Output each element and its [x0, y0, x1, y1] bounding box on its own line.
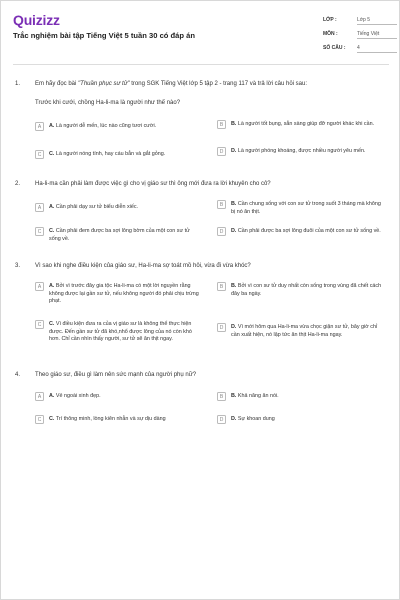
meta-grade-label: LỚP :: [323, 17, 337, 23]
worksheet-page: Quizizz Trắc nghiệm bài tập Tiếng Việt 5 tuần 30 có đáp án LỚP : Lớp 5 MÔN : Tiếng Việt SỐ CÂU : 4 1. Em hãy đọc bài "Thuần phục sư tử" trong SGK Tiếng Việt lớp 5 tập 2 - trang 117 và trả lời câu hỏi sau: Trước khi cưới, chồng Ha-li-ma là người như thế nào? A A. Là người dễ mến, lúc nào cũng tươi cười. B B. Là người tốt bụng, sẵn sàng giúp đỡ người khác khi cần. C C. Là người nóng tính, hay cáu bẳn và gắt gỏng. D D. Là người phóng khoáng, được nhiều người yêu mến. 2. Ha-li-ma cần phải làm được việc gì cho vị giáo sư thì ông mới đưa ra lời khuyên cho cô? A A. Cần phải dạy sư tử biểu diễn xiếc. B B. Cần chung sống với con sư tử trong suốt 3 tháng mà không bị nó ăn thịt. C C. Cần phải đem được ba sợi lông bờm của một con sư tử sống về. D D. Cần phải được ba sợi lông đuôi của một con sư tử sống về. 3. Vì sao khi nghe điều kiện của giáo sư, Ha-li-ma sợ toát mồ hôi, vừa đi vừa khóc? A A. Bởi vì trước đây gia tộc Ha-li-ma có một lời nguyền rằng không được lại gần sư tử, nếu không người đó phải chịu trừng phạt. B B. Bởi vì con sư tử duy nhất còn sống trong vùng đã chết cách đây ba ngày. C C. Vì điều kiện đưa ra của vị giáo sư là không thể thực hiện được. Đến gần sư tử đã khó,nhổ được lông của nó còn khó hơn. Chỉ cần nhìn thấy người, sư tử sẽ ăn thịt ngay. D D. Vì mới hôm qua Ha-li-ma vừa chọc giận sư tử, bây giờ chỉ cần xuất hiện, nó lập tức ăn thịt Ha-li-ma ngay. 4. Theo giáo sư, điều gì làm nên sức mạnh của người phụ nữ? A A. Vẻ ngoài xinh đẹp. B B. Khả năng ăn nói. C C. Trí thông minh, lòng kiên nhẫn và sự dịu dàng D D. Sự khoan dung: [0, 0, 400, 600]
option-text: Trí thông minh, lòng kiên nhẫn và sự dịu dàng: [55, 416, 166, 422]
option-letter-box: A: [35, 203, 44, 212]
meta-subject-label: MÔN :: [323, 31, 338, 37]
option-letter-box: C: [35, 227, 44, 236]
option-text: Khả năng ăn nói.: [237, 393, 279, 399]
option-text: Là người nóng tính, hay cáu bẳn và gắt gỏng.: [55, 151, 166, 157]
option-text: Cần phải đem được ba sợi lông bờm của một con sư tử sống về.: [49, 228, 190, 242]
meta-grade-value: Lớp 5: [357, 17, 397, 25]
page-title: Trắc nghiệm bài tập Tiếng Việt 5 tuần 30 có đáp án: [13, 31, 196, 40]
option-letter-box: C: [35, 415, 44, 424]
meta-count-label: SỐ CÂU :: [323, 45, 346, 51]
option-letter-box: C: [35, 320, 44, 329]
question-subtext: Trước khi cưới, chồng Ha-li-ma là người như thế nào?: [35, 100, 181, 106]
question-text: Theo giáo sư, điều gì làm nên sức mạnh của người phụ nữ?: [35, 372, 197, 378]
question-number: 1.: [15, 81, 21, 87]
header-divider: [13, 64, 389, 65]
quizizz-logo: Quizizz: [13, 12, 60, 28]
option-letter-box: B: [217, 120, 226, 129]
option-letter-box: A: [35, 392, 44, 401]
option-text: Là người dễ mến, lúc nào cũng tươi cười.: [55, 123, 157, 129]
meta-subject-value: Tiếng Việt: [357, 31, 397, 39]
option-letter-box: D: [217, 415, 226, 424]
option-text: Cần chung sống với con sư tử trong suốt 3 tháng mà không bị nó ăn thịt.: [231, 201, 381, 215]
question-number: 4.: [15, 372, 21, 378]
question-number: 3.: [15, 263, 21, 269]
option-letter-box: D: [217, 147, 226, 156]
meta-count-value: 4: [357, 45, 397, 53]
option-text: Là người tốt bụng, sẵn sàng giúp đỡ người khác khi cần.: [237, 121, 375, 127]
option-text: Vẻ ngoài xinh đẹp.: [55, 393, 101, 399]
question-text: Vì sao khi nghe điều kiện của giáo sư, Ha-li-ma sợ toát mồ hôi, vừa đi vừa khóc?: [35, 263, 251, 269]
option-letter-box: D: [217, 227, 226, 236]
question-number: 2.: [15, 181, 21, 187]
question-text: Em hãy đọc bài "Thuần phục sư tử" trong SGK Tiếng Việt lớp 5 tập 2 - trang 117 và trả lời câu hỏi sau:: [35, 81, 308, 87]
question-text: Ha-li-ma cần phải làm được việc gì cho vị giáo sư thì ông mới đưa ra lời khuyên cho cô?: [35, 181, 271, 187]
option-letter-box: A: [35, 282, 44, 291]
option-letter-box: B: [217, 392, 226, 401]
option-letter-box: B: [217, 200, 226, 209]
option-text: Vì điều kiện đưa ra của vị giáo sư là không thể thực hiện được. Đến gần sư tử đã khó,nhổ được lông của nó còn khó hơn. Chỉ cần nhìn thấy người, sư tử sẽ ăn thịt ngay.: [49, 321, 192, 343]
option-text: Bởi vì trước đây gia tộc Ha-li-ma có một lời nguyền rằng không được lại gần sư tử, nếu không người đó phải chịu trừng phạt.: [49, 283, 199, 305]
option-text: Bởi vì con sư tử duy nhất còn sống trong vùng đã chết cách đây ba ngày.: [231, 283, 382, 297]
option-letter-box: D: [217, 323, 226, 332]
option-letter-box: C: [35, 150, 44, 159]
option-text: Cần phải dạy sư tử biểu diễn xiếc.: [55, 204, 139, 210]
option-letter-box: A: [35, 122, 44, 131]
option-text: Là người phóng khoáng, được nhiều người yêu mến.: [237, 148, 366, 154]
option-letter-box: B: [217, 282, 226, 291]
option-text: Sự khoan dung: [237, 416, 275, 422]
option-text: Vì mới hôm qua Ha-li-ma vừa chọc giận sư tử, bây giờ chỉ cần xuất hiện, nó lập tức ăn thịt Ha-li-ma ngay.: [231, 324, 378, 338]
option-text: Cần phải được ba sợi lông đuôi của một con sư tử sống về.: [237, 228, 381, 234]
